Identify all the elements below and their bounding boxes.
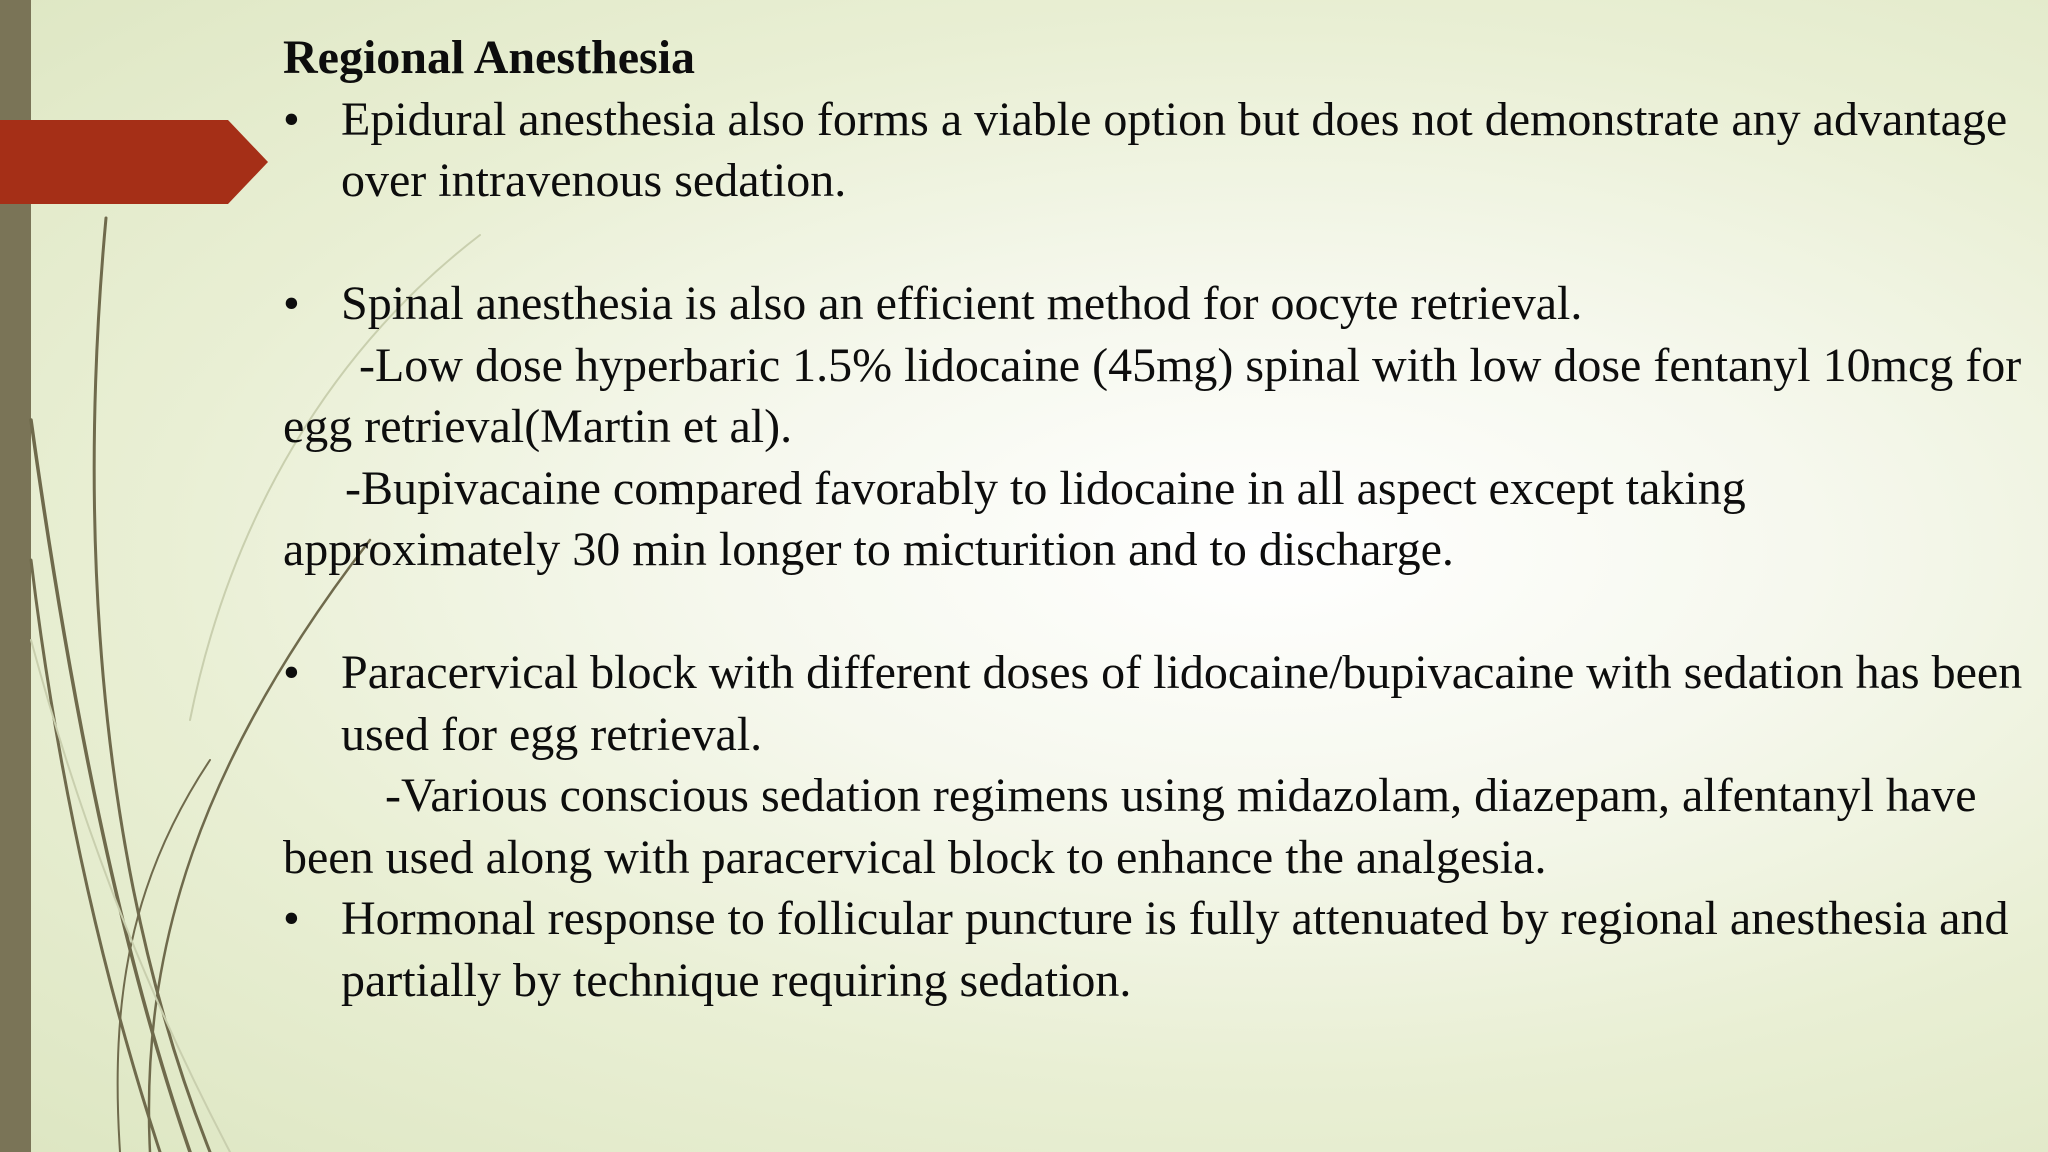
slide-content	[283, 27, 2023, 1011]
bullet-text: Paracervical block with different doses of lidocaine/bupivacaine with sedation has been used for egg retrieval.	[341, 646, 2023, 761]
sub-point: -Various conscious sedation regimens using midazolam, diazepam, alfentanyl have been used along with paracervical block to enhance the analgesia.	[283, 769, 1977, 884]
curve-1	[94, 218, 210, 1152]
bullet-item	[283, 273, 2023, 335]
accent-arrow-shape	[0, 120, 268, 204]
spacer	[283, 212, 2023, 274]
bullet-text: Spinal anesthesia is also an efficient method for oocyte retrieval.	[341, 277, 1583, 330]
bullet-item	[283, 642, 2023, 765]
sub-point: -Low dose hyperbaric 1.5% lidocaine (45mg) spinal with low dose fentanyl 10mcg for egg retrieval(Martin et al).	[283, 338, 2022, 453]
curve-3	[31, 560, 160, 1152]
bullet-dot: •	[283, 892, 300, 945]
bullet-text: Epidural anesthesia also forms a viable option but does not demonstrate any advantage over intravenous sedation.	[341, 92, 2008, 207]
bullet-dot: •	[283, 92, 300, 146]
spacer	[283, 581, 2023, 643]
sub-point: -Bupivacaine compared favorably to lidocaine in all aspect except taking approximately 30 min longer to micturition and to discharge.	[283, 461, 1746, 576]
bullet-dot: •	[283, 277, 300, 330]
bullet-dot: •	[283, 646, 300, 699]
slide-title: Regional Anesthesia	[283, 31, 696, 84]
bullet-item	[283, 89, 2023, 212]
bullet-item	[283, 888, 2023, 1011]
faint-curve-2	[31, 640, 230, 1152]
bullet-text: Hormonal response to follicular puncture is fully attenuated by regional anesthesia and partially by technique requiring sedation.	[341, 892, 2009, 1007]
curve-2	[31, 420, 190, 1152]
